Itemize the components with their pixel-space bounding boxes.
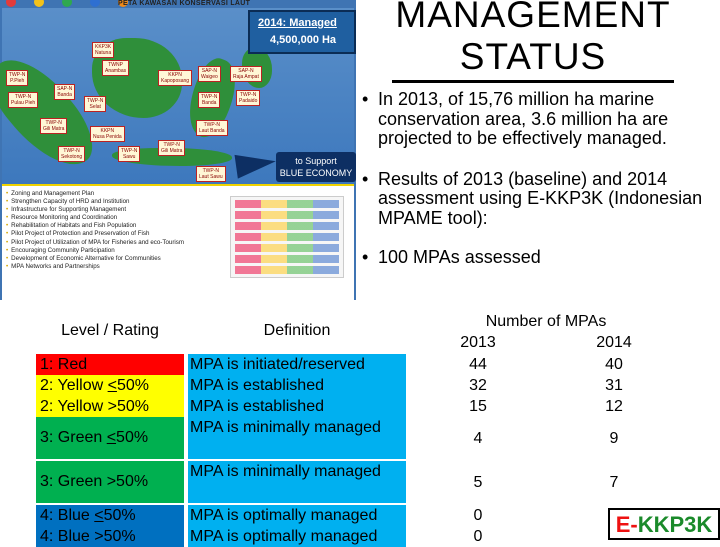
- support-line-2: BLUE ECONOMY: [279, 168, 353, 178]
- map-legend-list: [6, 190, 216, 271]
- logo-prefix: E-: [615, 512, 638, 537]
- count-2014: 12: [605, 398, 623, 415]
- map-pin: KKPN Kapoposang: [158, 70, 192, 86]
- definition-cell: MPA is minimally managed: [188, 417, 406, 459]
- count-2013: 44: [469, 356, 487, 373]
- count-2014: 7: [609, 474, 619, 491]
- count-2013: 15: [469, 398, 487, 415]
- header-2014: 2014: [596, 334, 632, 351]
- slide-title: MANAGEMENT STATUS: [395, 0, 671, 77]
- managed-area: 4,500,000 Ha: [270, 34, 337, 46]
- support-line-1: to Support: [295, 156, 337, 166]
- blue-economy-callout: [276, 152, 356, 182]
- map-pin: TWP-N Padaido: [236, 90, 260, 106]
- definition-cell: MPA is established: [188, 396, 406, 417]
- map-pin: TWP-N P.Pieh: [6, 70, 28, 86]
- bullet-list: [356, 90, 720, 268]
- map-pin: SAP-N Waigeo: [198, 66, 221, 82]
- legend-item: • Rehabilitation of Habitats and Fish Population: [6, 222, 216, 230]
- rating-red: 1: Red: [36, 354, 184, 375]
- map-pin: TWP-N Laut Banda: [196, 120, 228, 136]
- bullet-item: • 100 MPAs assessed: [356, 248, 720, 268]
- legend-thumbnail: [230, 196, 344, 278]
- count-2014: 9: [609, 430, 619, 447]
- yellow-dot: [34, 0, 44, 7]
- blue-dot: [90, 0, 100, 7]
- managed-callout: [248, 10, 356, 54]
- rating-yellow-below: 2: Yellow <50%: [36, 375, 184, 396]
- legend-item: • Strengthen Capacity of HRD and Institution: [6, 198, 216, 206]
- sumatra-island: [0, 44, 107, 182]
- legend-item: • Development of Economic Alternative for Communities: [6, 255, 216, 263]
- count-2013: 5: [473, 474, 483, 491]
- count-2013: 32: [469, 377, 487, 394]
- map-pin: TWP-N Pulau Pieh: [8, 92, 38, 108]
- map-pin: TWP-N Gili Matra: [40, 118, 67, 134]
- definition-cell: MPA is minimally managed: [188, 461, 406, 503]
- indonesia-mpa-map: [0, 0, 356, 300]
- rating-yellow-above: 2: Yellow >50%: [36, 396, 184, 417]
- red-dot: [6, 0, 16, 7]
- legend-item: • Infrastructure for Supporting Management: [6, 206, 216, 214]
- definition-cell: MPA is initiated/reserved: [188, 354, 406, 375]
- rating-blue-below: 4: Blue <50%: [36, 505, 184, 526]
- map-legend-panel: [2, 184, 354, 300]
- count-2013: 0: [473, 507, 483, 524]
- managed-title: 2014: Managed: [258, 17, 337, 29]
- header-2013: 2013: [460, 334, 496, 351]
- map-pin: TWP-N Sekotong: [58, 146, 85, 162]
- map-caption: PETA KAWASAN KONSERVASI LAUT: [118, 0, 251, 7]
- map-pin: TWP-N Selat: [84, 96, 106, 112]
- count-2014: 40: [605, 356, 623, 373]
- map-pin: TWP-N Gili Matra: [158, 140, 185, 156]
- legend-item: • Pilot Project of Protection and Preservation of Fish: [6, 230, 216, 238]
- header-number: Number of MPAs: [485, 313, 607, 330]
- rating-green-above: 3: Green >50%: [36, 461, 184, 503]
- logo-name: KKP3K: [637, 512, 713, 537]
- legend-item: • Encouraging Community Participation: [6, 247, 216, 255]
- rating-green-below: 3: Green <50%: [36, 417, 184, 459]
- map-pin: TWP-N Banda: [198, 92, 220, 108]
- count-2013: 4: [473, 430, 483, 447]
- legend-item: • Resource Monitoring and Coordination: [6, 214, 216, 222]
- rating-blue-above: 4: Blue >50%: [36, 526, 184, 547]
- header-level: Level / Rating: [61, 322, 159, 339]
- map-pin: SAP-N Banda: [54, 84, 75, 100]
- definition-cell: MPA is optimally managed: [188, 505, 406, 526]
- bullet-item: • In 2013, of 15,76 million ha marine conservation area, 3.6 million ha are projected to be effectively managed.: [356, 90, 720, 149]
- legend-item: • Zoning and Management Plan: [6, 190, 216, 198]
- map-pin: TWP-N Sawu: [118, 146, 140, 162]
- map-pin: TWP-N Laut Sawu: [196, 166, 226, 182]
- map-pin: KKPN Nusa Penida: [90, 126, 125, 142]
- e-kkp3k-logo: [608, 508, 720, 540]
- count-2013: 0: [473, 528, 483, 545]
- legend-item: • Pilot Project of Utilization of MPA for Fisheries and eco-Tourism: [6, 239, 216, 247]
- title-box: [392, 0, 674, 83]
- map-pin: KKP3K Natuna: [92, 42, 114, 58]
- header-definition: Definition: [263, 322, 331, 339]
- definition-cell: MPA is optimally managed: [188, 526, 406, 547]
- bullet-item: • Results of 2013 (baseline) and 2014 assessment using E-KKP3K (Indonesian MPAME tool):: [356, 170, 720, 229]
- legend-item: • MPA Networks and Partnerships: [6, 263, 216, 271]
- map-pin: SAP-N Raja Ampat: [230, 66, 262, 82]
- green-dot: [62, 0, 72, 7]
- definition-cell: MPA is established: [188, 375, 406, 396]
- map-pin: TWNP Anambas: [102, 60, 129, 76]
- count-2014: 31: [605, 377, 623, 394]
